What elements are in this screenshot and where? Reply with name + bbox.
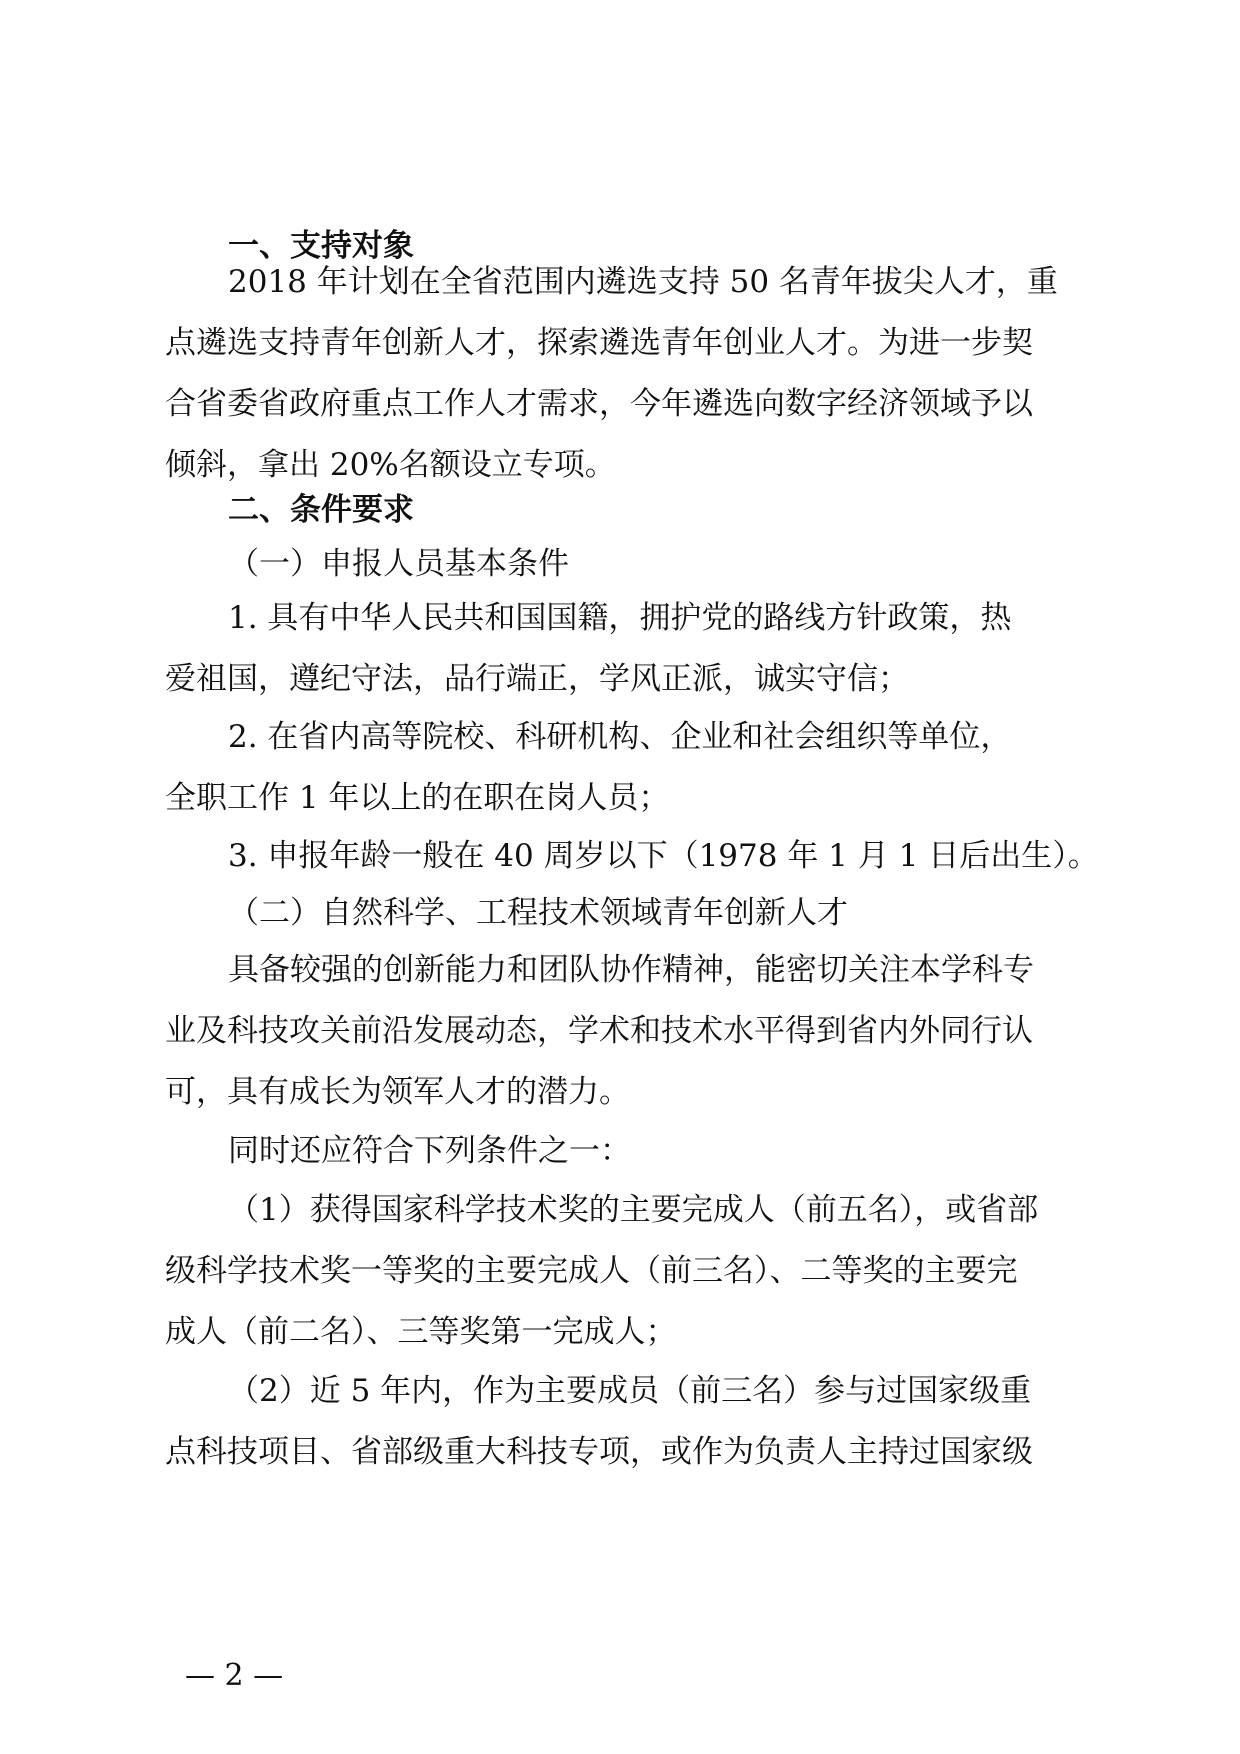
list-item-line: 2. 在省内高等院校、科研机构、企业和社会组织等单位， — [228, 719, 1012, 755]
paragraph-line: 2018 年计划在全省范围内遴选支持 50 名青年拔尖人才，重 — [228, 264, 1058, 300]
paragraph-line: 具备较强的创新能力和团队协作精神，能密切关注本学科专 — [228, 952, 1034, 988]
paragraph-line: 同时还应符合下列条件之一： — [228, 1133, 631, 1169]
list-item-line: 3. 申报年龄一般在 40 周岁以下（1978 年 1 月 1 日后出生）。 — [228, 838, 1099, 874]
section-heading-requirements: 二、条件要求 — [228, 492, 414, 528]
condition-line: （1）获得国家科学技术奖的主要完成人（前五名），或省部 — [228, 1192, 1039, 1228]
paragraph-line: 倾斜，拿出 20%名额设立专项。 — [165, 447, 616, 483]
paragraph-line: 可，具有成长为领军人才的潜力。 — [165, 1074, 630, 1110]
section-heading-support-targets: 一、支持对象 — [228, 228, 414, 264]
list-item-line: 全职工作 1 年以上的在职在岗人员； — [165, 780, 670, 816]
condition-line: 成人（前二名）、三等奖第一完成人； — [165, 1314, 677, 1350]
subsection-heading-innovation-talent: （二）自然科学、工程技术领域青年创新人才 — [228, 895, 848, 931]
list-item-line: 爱祖国，遵纪守法，品行端正，学风正派，诚实守信； — [165, 661, 909, 697]
condition-line: 级科学技术奖一等奖的主要完成人（前三名）、二等奖的主要完 — [165, 1253, 1018, 1289]
condition-line: （2）近 5 年内，作为主要成员（前三名）参与过国家级重 — [228, 1373, 1032, 1409]
subsection-heading-basic-conditions: （一）申报人员基本条件 — [228, 546, 569, 582]
paragraph-line: 合省委省政府重点工作人才需求，今年遴选向数字经济领域予以 — [165, 386, 1033, 422]
page-number: — 2 — — [185, 1658, 284, 1693]
condition-line: 点科技项目、省部级重大科技专项，或作为负责人主持过国家级 — [165, 1434, 1033, 1470]
paragraph-line: 点遴选支持青年创新人才，探索遴选青年创业人才。为进一步契 — [165, 325, 1033, 361]
list-item-line: 1. 具有中华人民共和国国籍，拥护党的路线方针政策，热 — [228, 600, 1012, 636]
paragraph-line: 业及科技攻关前沿发展动态，学术和技术水平得到省内外同行认 — [165, 1013, 1033, 1049]
